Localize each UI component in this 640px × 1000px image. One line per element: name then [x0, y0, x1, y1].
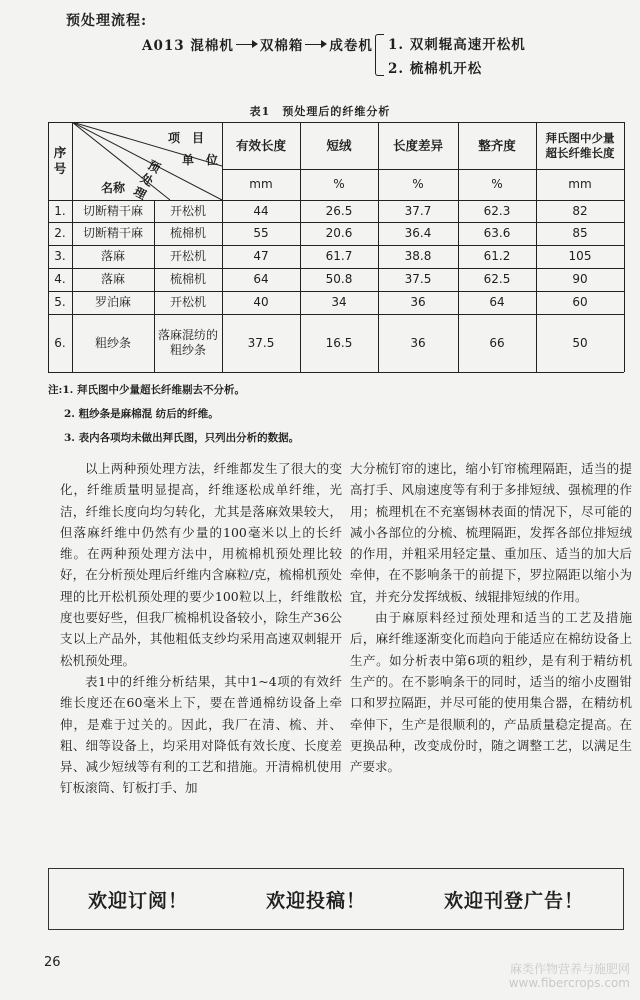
row-2-val-3: 36.4 [404, 226, 432, 240]
banner-advertise: 欢迎刊登广告！ [443, 889, 584, 912]
row-3-method: 开松机 [169, 249, 206, 263]
row-4-val-3: 37.5 [404, 272, 432, 286]
flow-step-1: A013 混棉机 [142, 38, 234, 54]
fiber-analysis-table [48, 122, 624, 372]
row-2-name: 切断精干麻 [82, 226, 143, 240]
watermark-title: 麻类作物营养与施肥网 [509, 962, 630, 976]
page-number: 26 [44, 955, 61, 970]
row-5-val-3: 36 [410, 295, 426, 309]
row-1-no: 1. [54, 203, 66, 218]
row-3-val-2: 61.7 [325, 249, 353, 263]
header-name: 名称 [100, 180, 125, 195]
header-col-long-fiber: 拜氏图中少量超长纤维长度 [545, 131, 615, 160]
row-6-no: 6. [54, 335, 66, 350]
note-1: 注:1. 拜氏图中少量超长纤维剔去不分析。 [48, 384, 245, 396]
row-1-val-2: 26.5 [325, 203, 353, 218]
watermark-url: www.fibercrops.com [508, 976, 630, 990]
row-2-no: 2. [54, 226, 66, 240]
paragraph: 由于麻原料经过预处理和适当的工艺及措施后，麻纤维逐渐变化而趋向于能适应在棉纺设备上生产。如分析表中第6项的粗纱，是有利于精纺机生产的。在不影响条干的同时，适当的缩小皮圈钳口和罗拉隔距，并尽可能的使用集合器，在精纺机牵伸下，生产是很顺利的，产品质量稳定提高。在更换品种，改变成份时，随之调整工艺，以满足生产要求。 [350, 610, 632, 775]
body-column-left [60, 458, 342, 799]
row-1-val-1: 44 [253, 203, 269, 218]
row-6-name: 粗纱条 [94, 335, 131, 350]
row-2-val-5: 85 [572, 226, 588, 240]
row-3-val-3: 38.8 [404, 249, 432, 263]
unit-col-2: % [333, 177, 345, 191]
flow-branch-1: 1. 双刺辊高速开松机 [388, 37, 526, 53]
row-1-val-5: 82 [572, 203, 588, 218]
row-5-method: 开松机 [169, 295, 206, 309]
table-notes [48, 378, 299, 450]
row-6-val-5: 50 [572, 335, 588, 350]
row-4-name: 落麻 [100, 272, 125, 286]
unit-col-4: % [491, 177, 503, 191]
table-caption: 表1 预处理后的纤维分析 [249, 105, 391, 118]
row-4-val-5: 90 [572, 272, 588, 286]
row-6-val-4: 66 [489, 335, 505, 350]
row-4-no: 4. [54, 272, 66, 286]
row-6-val-3: 36 [410, 335, 426, 350]
arrow-right-icon [236, 39, 258, 49]
row-6-val-1: 37.5 [247, 335, 275, 350]
header-col-effective-length: 有效长度 [235, 137, 286, 153]
flow-step-2: 双棉箱 [259, 38, 304, 54]
row-5-name: 罗泊麻 [94, 295, 131, 309]
row-2-method: 梳棉机 [169, 226, 206, 240]
header-col-short-fiber: 短绒 [326, 137, 352, 153]
unit-col-1: mm [249, 177, 273, 191]
row-3-val-4: 61.2 [483, 249, 511, 263]
header-pretreat: 预处理 [131, 157, 163, 202]
row-3-val-1: 47 [253, 249, 269, 263]
brace-icon [375, 34, 384, 76]
row-3-name: 落麻 [100, 249, 125, 263]
row-3-val-5: 105 [568, 249, 592, 263]
row-5-val-2: 34 [331, 295, 347, 309]
row-1-method: 开松机 [169, 203, 206, 218]
row-1-name: 切断精干麻 [82, 203, 143, 218]
row-3-no: 3. [54, 249, 66, 263]
flow-title: 预处理流程: [66, 13, 148, 29]
row-4-val-1: 64 [253, 272, 269, 286]
header-item: 项 目 [167, 130, 204, 145]
flow-branch-2: 2. 梳棉机开松 [388, 61, 483, 77]
row-1-val-4: 62.3 [483, 203, 511, 218]
row-2-val-1: 55 [253, 226, 269, 240]
note-3: 3. 表内各项均未做出拜氏图，只列出分析的数据。 [64, 432, 300, 444]
row-6-val-2: 16.5 [325, 335, 353, 350]
row-1-val-3: 37.7 [404, 203, 432, 218]
row-2-val-2: 20.6 [325, 226, 353, 240]
row-5-val-4: 64 [489, 295, 505, 309]
header-unit: 单 位 [181, 152, 218, 167]
watermark [509, 962, 630, 990]
banner-submit: 欢迎投稿！ [265, 889, 366, 912]
arrow-right-icon [305, 39, 327, 49]
header-seq: 序号 [53, 145, 67, 176]
flow-step-3: 成卷机 [329, 38, 373, 54]
row-6-method: 落麻混纺的粗纱条 [158, 328, 219, 357]
row-4-val-4: 62.5 [483, 272, 511, 286]
unit-col-3: % [412, 177, 424, 191]
paragraph: 表1中的纤维分析结果，其中1~4项的有效纤维长度还在60毫米上下，要在普通棉纺设备上牵伸，是难于过关的。因此，我厂在清、梳、并、粗、细等设备上，均采用对降低有效长度、长度差异、减少短绒等有利的工艺和措施。开清棉机使用钉板滚筒、钉板打手、加 [60, 673, 342, 796]
header-col-uniformity: 整齐度 [478, 137, 516, 153]
paragraph: 大分梳钉帘的速比，缩小钉帘梳理隔距，适当的提高打手、风扇速度等有利于多排短绒、强梳理的作用；梳理机在不充塞锡林表面的情况下，尽可能的减小各部位的分梳、梳理隔距，发挥各部位排短绒的作用，并粗采用轻定量、重加压、适当的加大后牵伸，在不影响条干的前提下，罗拉隔距以缩小为宜，并充分发挥绒板、绒辊排短绒的作用。 [350, 461, 632, 604]
unit-col-5: mm [568, 177, 592, 191]
paragraph: 以上两种预处理方法，纤维都发生了很大的变化，纤维质量明显提高，纤维逐松成单纤维，光洁，纤维长度向均匀转化，尤其是落麻效果较大，但落麻纤维中仍然有少量的100毫米以上的长纤维。在两种预处理方法中，用梳棉机预处理比较好，在分析预处理后纤维内含麻粒/克，梳棉机预处理的比开松机预处理的要少100粒以上，纤维散松度也要好些，但我厂梳棉机设备较小，除生产36公支以上产品外，其他粗低支纱均采用高速双刺辊开松机预处理。 [60, 461, 342, 668]
note-2: 2. 粗纱条是麻棉混 纺后的纤维。 [64, 408, 219, 420]
banner-subscribe: 欢迎订阅！ [87, 889, 188, 912]
row-4-method: 梳棉机 [169, 272, 206, 286]
body-column-right [350, 458, 632, 777]
row-5-val-5: 60 [572, 295, 588, 309]
row-5-val-1: 40 [253, 295, 269, 309]
row-2-val-4: 63.6 [483, 226, 511, 240]
welcome-banner [48, 868, 624, 930]
header-col-length-variation: 长度差异 [392, 137, 443, 153]
process-flow [142, 34, 373, 54]
row-5-no: 5. [54, 295, 66, 309]
row-4-val-2: 50.8 [325, 272, 353, 286]
